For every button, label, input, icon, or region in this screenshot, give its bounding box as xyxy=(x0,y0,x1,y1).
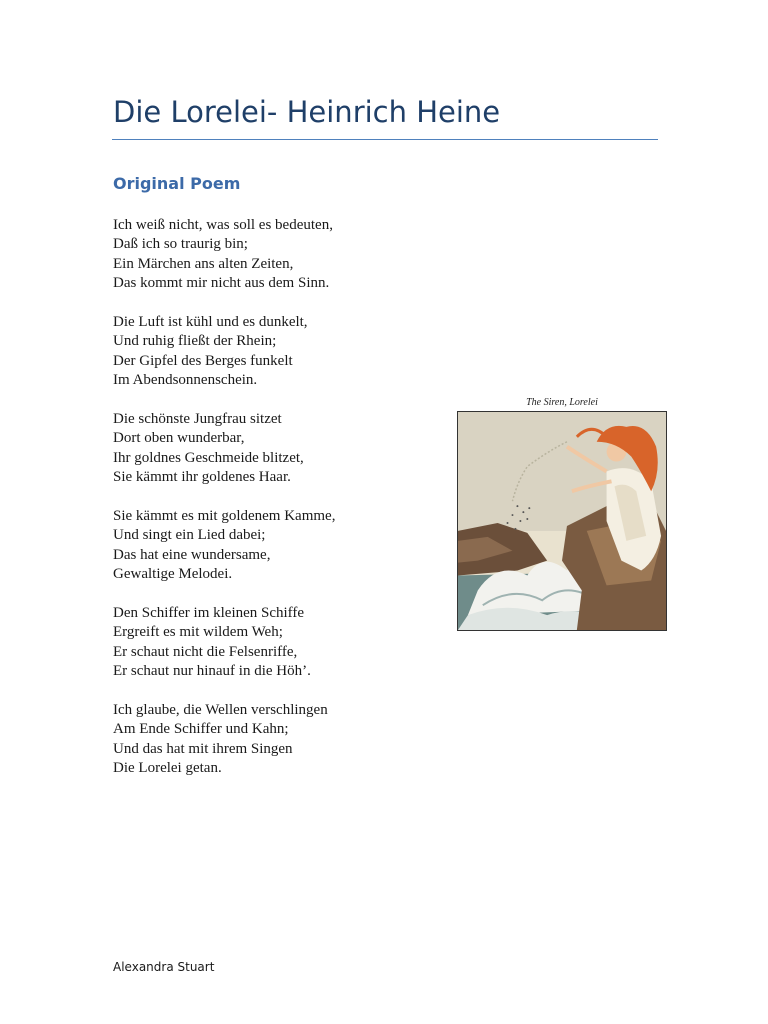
poem-line: Ihr goldnes Geschmeide blitzet, xyxy=(113,449,304,466)
poem-line: Er schaut nur hinauf in die Höh’. xyxy=(113,663,311,680)
stanza-5 xyxy=(113,604,433,682)
poem-line: Das hat eine wundersame, xyxy=(113,546,271,563)
poem-line: Im Abendsonnenschein. xyxy=(113,372,258,389)
poem-line: Und singt ein Lied dabei; xyxy=(113,527,266,544)
poem-line: Die schönste Jungfrau sitzet xyxy=(113,411,282,428)
poem-line: Den Schiffer im kleinen Schiffe xyxy=(113,605,305,622)
poem-line: Sie kämmt ihr goldenes Haar. xyxy=(113,469,291,486)
poem-line: Und ruhig fließt der Rhein; xyxy=(113,333,277,350)
poem-line: Gewaltige Melodei. xyxy=(113,566,233,583)
poem-line: Ich glaube, die Wellen verschlingen xyxy=(113,702,328,719)
stanza-3 xyxy=(113,410,433,488)
author-footer: Alexandra Stuart xyxy=(113,960,215,974)
poem-line: Ein Märchen ans alten Zeiten, xyxy=(113,255,294,272)
poem-line: Ich weiß nicht, was soll es bedeuten, xyxy=(113,217,333,233)
poem-line: Die Lorelei getan. xyxy=(113,760,222,777)
poem-line: Das kommt mir nicht aus dem Sinn. xyxy=(113,275,330,292)
poem-line: Und das hat mit ihrem Singen xyxy=(113,740,293,757)
poem-line: Der Gipfel des Berges funkelt xyxy=(113,352,293,369)
stanza-6 xyxy=(113,701,433,779)
siren-illustration-image xyxy=(458,412,666,630)
siren-illustration xyxy=(457,411,667,631)
page-title: Die Lorelei- Heinrich Heine xyxy=(113,95,501,129)
poem-text xyxy=(113,216,433,798)
poem-line: Daß ich so traurig bin; xyxy=(113,236,248,253)
poem-line: Sie kämmt es mit goldenem Kamme, xyxy=(113,508,336,525)
stanza-2 xyxy=(113,313,433,391)
stanza-1 xyxy=(113,216,433,294)
title-underline xyxy=(112,139,658,140)
poem-line: Er schaut nicht die Felsenriffe, xyxy=(113,643,298,660)
poem-line: Die Luft ist kühl und es dunkelt, xyxy=(113,314,308,331)
section-heading: Original Poem xyxy=(113,174,241,193)
figure-caption: The Siren, Lorelei xyxy=(526,397,598,408)
poem-line: Am Ende Schiffer und Kahn; xyxy=(113,721,289,738)
stanza-4 xyxy=(113,507,433,585)
poem-line: Ergreift es mit wildem Weh; xyxy=(113,624,283,641)
poem-line: Dort oben wunderbar, xyxy=(113,430,245,447)
